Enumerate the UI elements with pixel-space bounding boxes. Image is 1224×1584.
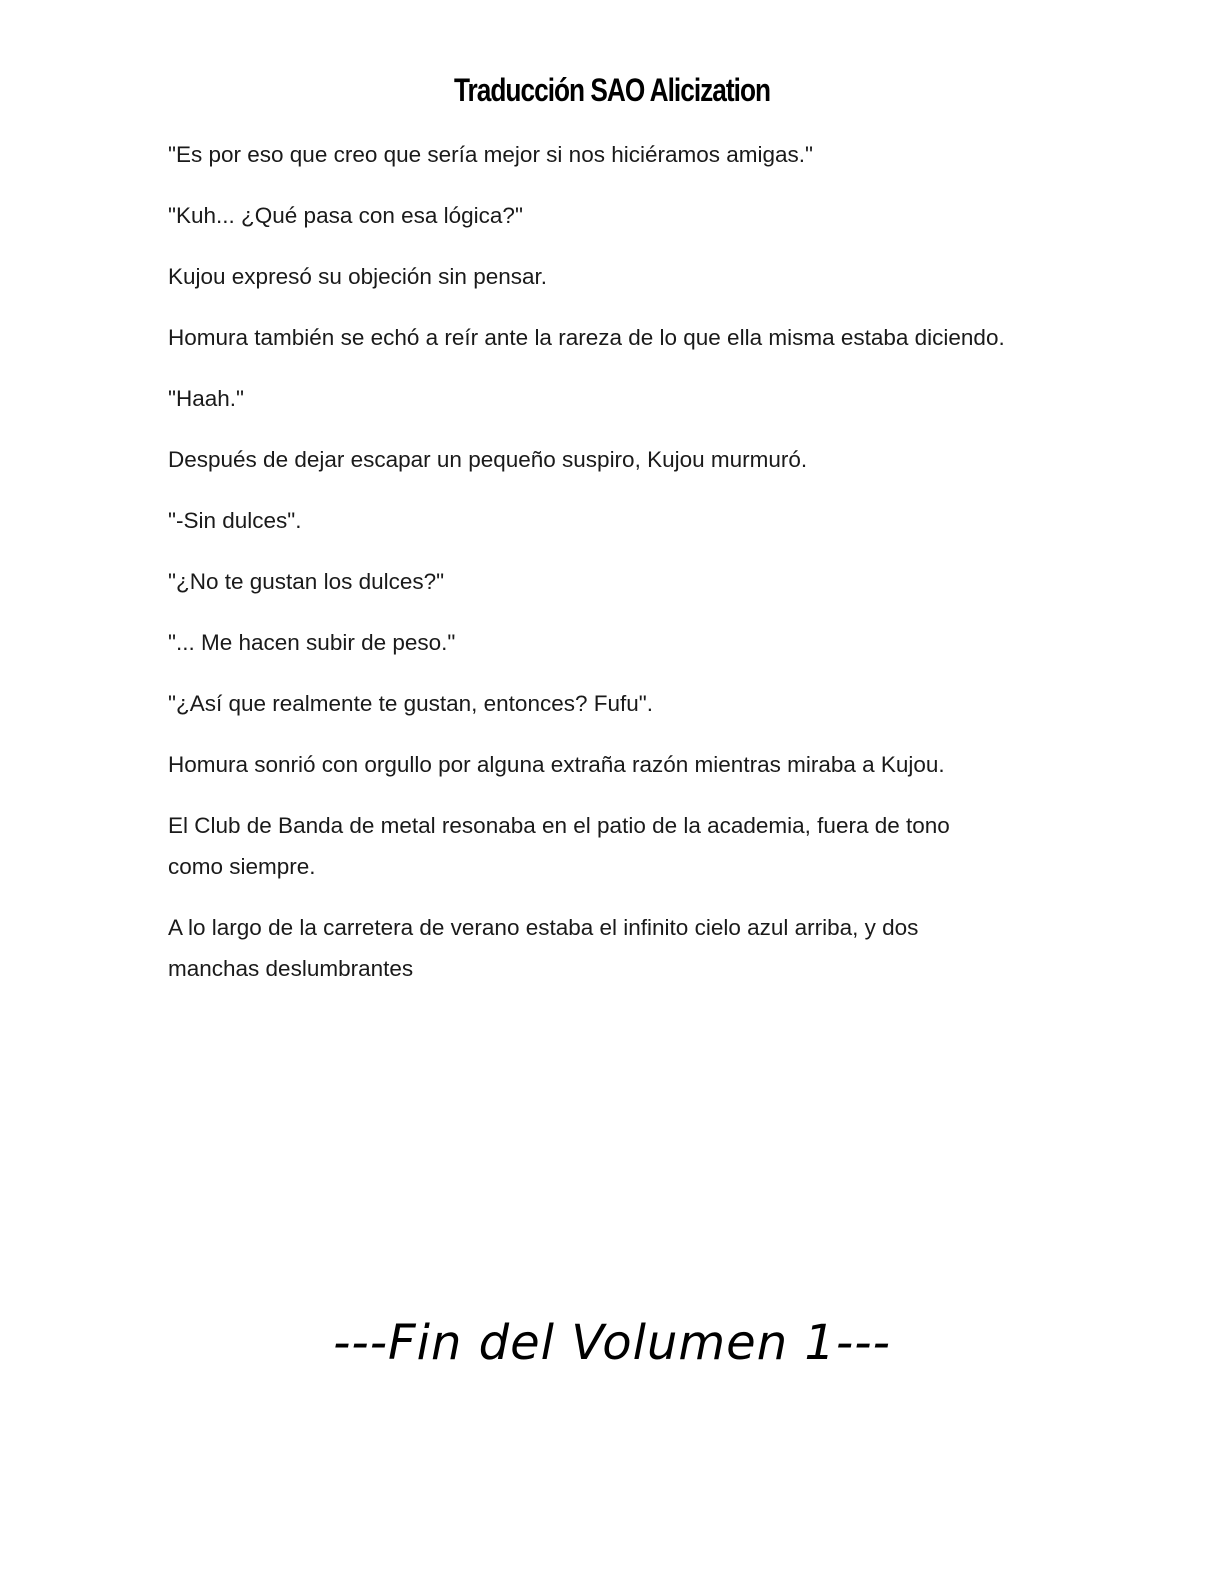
- paragraph: "Es por eso que creo que sería mejor si nos hiciéramos amigas.": [168, 142, 814, 167]
- paragraph: "¿Así que realmente te gustan, entonces? Fufu".: [168, 691, 654, 716]
- paragraph: Homura sonrió con orgullo por alguna extraña razón mientras miraba a Kujou.: [168, 752, 945, 777]
- paragraph: Kujou expresó su objeción sin pensar.: [168, 264, 547, 289]
- paragraph: "... Me hacen subir de peso.": [168, 630, 456, 655]
- paragraph: "Haah.": [168, 386, 245, 411]
- paragraph: "¿No te gustan los dulces?": [168, 569, 445, 594]
- page-title: Traducción SAO Alicization: [453, 72, 771, 108]
- paragraph: "-Sin dulces".: [168, 508, 302, 533]
- paragraph: Después de dejar escapar un pequeño suspiro, Kujou murmuró.: [168, 447, 808, 472]
- paragraph: El Club de Banda de metal resonaba en el patio de la academia, fuera de tono como siempre.: [168, 813, 950, 879]
- end-of-volume-mark: ---Fin del Volumen 1---: [333, 1315, 891, 1371]
- paragraph: A lo largo de la carretera de verano estaba el infinito cielo azul arriba, y dos manchas deslumbrantes: [168, 915, 919, 981]
- paragraph: Homura también se echó a reír ante la rareza de lo que ella misma estaba diciendo.: [168, 325, 1005, 350]
- body-text: [168, 134, 1008, 1009]
- paragraph: "Kuh... ¿Qué pasa con esa lógica?": [168, 203, 523, 228]
